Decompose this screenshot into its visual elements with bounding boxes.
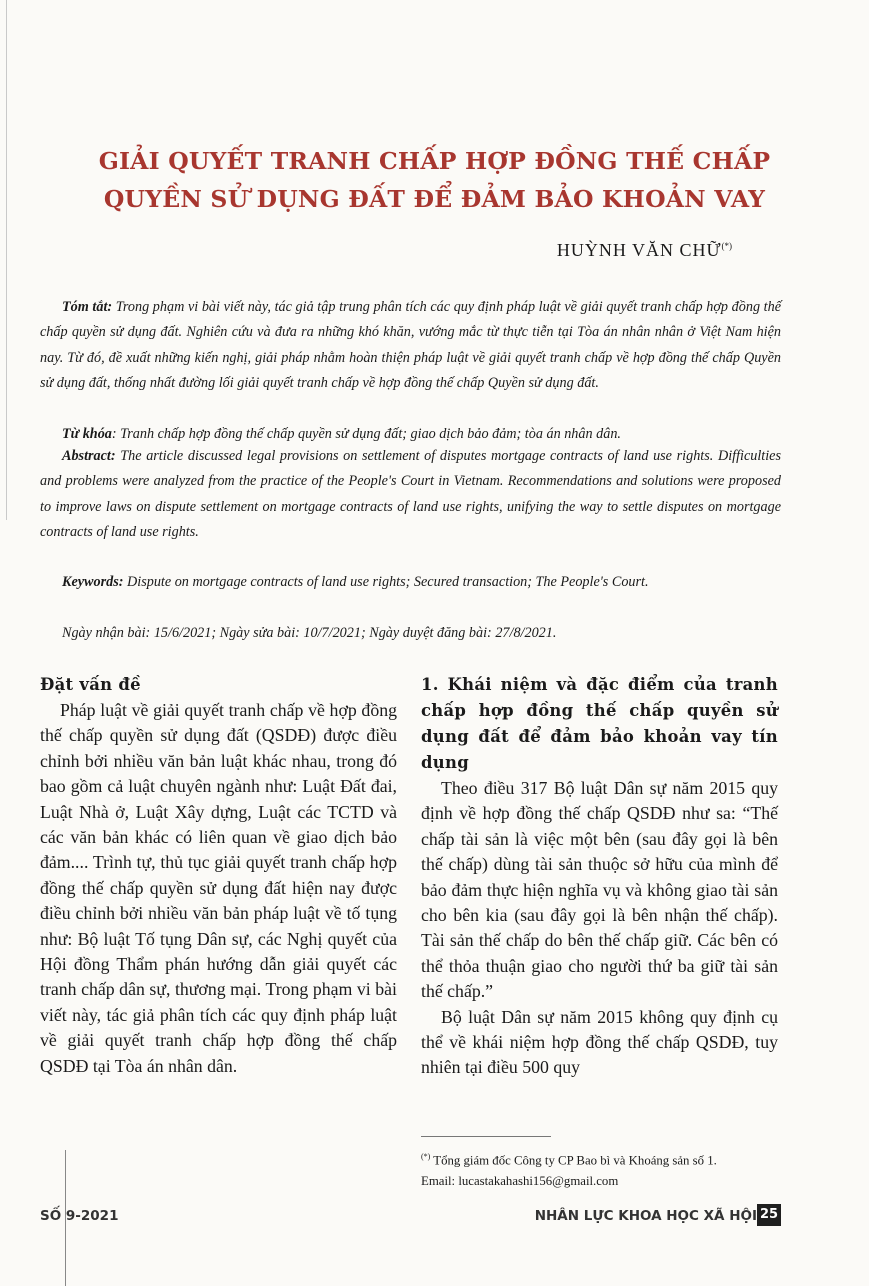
abstract-vi-label: Tóm tắt: — [62, 299, 113, 315]
keywords-vi-label: Từ khóa — [62, 426, 112, 442]
issue-number: SỐ 9-2021 — [40, 1208, 119, 1224]
right-column — [421, 672, 778, 1081]
footnote-email: Email: lucastakahashi156@gmail.com — [421, 1174, 619, 1189]
author — [440, 240, 732, 261]
intro-heading: Đặt vấn đề — [40, 675, 141, 694]
author-footnote-mark: (*) — [721, 241, 732, 251]
left-column — [40, 672, 397, 1079]
page-number: 25 — [757, 1204, 781, 1226]
scan-edge-line — [6, 0, 7, 520]
article-title — [40, 142, 829, 218]
abstract-en-label: Abstract: — [62, 448, 116, 464]
keywords-en-text: Dispute on mortgage contracts of land use rights; Secured transaction; The People's Court. — [123, 574, 649, 590]
submission-dates: Ngày nhận bài: 15/6/2021; Ngày sửa bài: 10/7/2021; Ngày duyệt đăng bài: 27/8/2021. — [62, 625, 557, 641]
section-1-paragraph-2: Bộ luật Dân sự năm 2015 không quy định cụ thể về khái niệm hợp đồng thế chấp QSDĐ, tuy nhiên tại điều 500 quy — [421, 1006, 778, 1078]
author-name: HUỲNH VĂN CHỮ — [556, 240, 722, 260]
footnote-line-1 — [421, 1146, 791, 1171]
footnote — [421, 1146, 791, 1192]
journal-name: NHÂN LỰC KHOA HỌC XÃ HỘI — [534, 1208, 757, 1224]
keywords-english — [40, 570, 781, 595]
title-line-1: GIẢI QUYẾT TRANH CHẤP HỢP ĐỒNG THẾ CHẤP — [98, 147, 771, 175]
section-1-paragraph-1: Theo điều 317 Bộ luật Dân sự năm 2015 quy định về hợp đồng thế chấp QSDĐ như sa: “Thế chấp tài sản là việc một bên (sau đây gọi là bên thế chấp) dùng tài sản thuộc sở hữu của mình để bảo đảm thực hiện nghĩa vụ và không giao tài sản cho bên kia (sau đây gọi là bên nhận thế chấp). Tài sản thế chấp do bên thế chấp giữ. Các bên có thể thỏa thuận giao cho người thứ ba giữ tài sản thế chấp.” — [421, 778, 778, 1002]
title-line-2: QUYỀN SỬ DỤNG ĐẤT ĐỂ ĐẢM BẢO KHOẢN VAY — [103, 185, 766, 213]
abstract-vietnamese — [40, 295, 781, 396]
footnote-affiliation: Tổng giám đốc Công ty CP Bao bì và Khoáng sản số 1. — [430, 1153, 717, 1168]
intro-paragraph: Pháp luật về giải quyết tranh chấp về hợp đồng thế chấp quyền sử dụng đất (QSDĐ) được điều chỉnh bởi nhiều văn bản luật khác nhau, trong đó bao gồm cả luật chuyên ngành như: Luật Đất đai, Luật Nhà ở, Luật Xây dựng, Luật các TCTD và các văn bản khác có liên quan về giao dịch bảo đảm.... Trình tự, thủ tục giải quyết tranh chấp hợp đồng thế chấp quyền sử dụng đất hiện nay được điều chỉnh bởi nhiều văn bản pháp luật về tố tụng như: Bộ luật Tố tụng Dân sự, các Nghị quyết của Hội đồng Thẩm phán hướng dẫn giải quyết các tranh chấp dân sự, thương mại. Trong phạm vi bài viết này, tác giả phân tích các quy định pháp luật về giải quyết tranh chấp hợp đồng thế chấp QSDĐ tại Tòa án nhân dân. — [40, 700, 397, 1076]
footnote-divider — [421, 1136, 551, 1137]
footnote-mark: (*) — [421, 1152, 431, 1161]
abstract-en-text: The article discussed legal provisions on settlement of disputes mortgage contracts of land use rights. Difficulties and problems were analyzed from the practice of the People's Court in Vietnam. Recommendations and solutions were proposed to improve laws on dispute settlement on mortgage contracts of land use rights, unifying the way to settle disputes on mortgage contracts of land use rights. — [40, 448, 781, 540]
abstract-english — [40, 444, 781, 545]
abstract-vi-text: Trong phạm vi bài viết này, tác giả tập trung phân tích các quy định pháp luật về giải quyết tranh chấp hợp đồng thế chấp quyền sử dụng đất. Nghiên cứu và đưa ra những khó khăn, vướng mắc từ thực tiễn tại Tòa án nhân nhân ở Việt Nam hiện nay. Từ đó, đề xuất những kiến nghị, giải pháp nhằm hoàn thiện pháp luật về giải quyết tranh chấp về hợp đồng thế chấp Quyền sử dụng đất, thống nhất đường lối giải quyết tranh chấp về hợp đồng thế chấp Quyền sử dụng đất. — [40, 299, 781, 391]
keywords-en-label: Keywords: — [62, 574, 124, 590]
section-1-heading: 1. Khái niệm và đặc điểm của tranh chấp hợp đồng thế chấp quyền sử dụng đất để đảm bảo khoản vay tín dụng — [421, 675, 778, 772]
keywords-vi-text: : Tranh chấp hợp đồng thế chấp quyền sử dụng đất; giao dịch bảo đảm; tòa án nhân dân. — [111, 426, 621, 442]
